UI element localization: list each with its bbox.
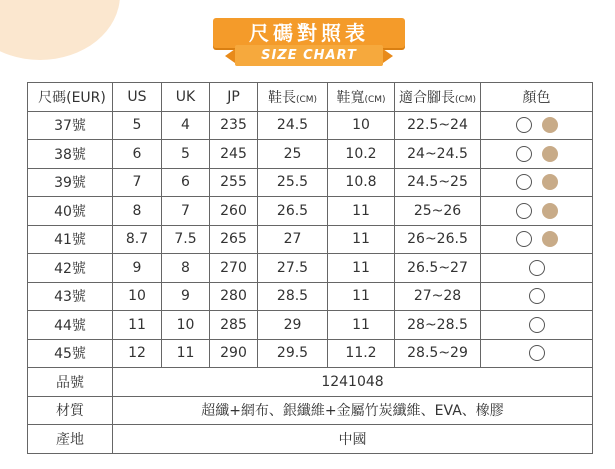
cell-length: 27 — [258, 225, 328, 254]
cell-length: 27.5 — [258, 254, 328, 283]
tan-color-swatch-icon — [542, 231, 558, 247]
cell-jp: 245 — [210, 140, 258, 169]
title-banner — [213, 18, 405, 66]
table-row — [28, 111, 593, 140]
header-foot — [395, 83, 481, 112]
cell-uk: 7.5 — [162, 225, 210, 254]
cell-uk: 7 — [162, 197, 210, 226]
cell-foot: 26.5~27 — [395, 254, 481, 283]
table-body — [28, 83, 593, 454]
cell-colors — [481, 197, 593, 226]
cell-colors — [481, 339, 593, 368]
info-label: 產地 — [28, 425, 113, 454]
cell-uk: 5 — [162, 140, 210, 169]
cell-colors — [481, 111, 593, 140]
info-label: 品號 — [28, 368, 113, 397]
cell-jp: 235 — [210, 111, 258, 140]
color-swatches — [511, 231, 563, 247]
white-color-swatch-icon — [516, 146, 532, 162]
info-value: 超纖+網布、銀纖維+金屬竹炭纖維、EVA、橡膠 — [113, 396, 593, 425]
white-color-swatch-icon — [529, 345, 545, 361]
header-foot-unit: (CM) — [454, 94, 477, 105]
cell-colors — [481, 140, 593, 169]
color-swatches — [524, 288, 550, 304]
cell-us: 7 — [113, 168, 162, 197]
header-length — [258, 83, 328, 112]
cell-width: 11 — [328, 197, 395, 226]
white-color-swatch-icon — [529, 260, 545, 276]
cell-length: 25.5 — [258, 168, 328, 197]
cell-width: 10.8 — [328, 168, 395, 197]
cell-colors — [481, 282, 593, 311]
header-jp: JP — [210, 83, 258, 112]
header-width-unit: (CM) — [364, 94, 386, 105]
cell-length: 24.5 — [258, 111, 328, 140]
cell-length: 26.5 — [258, 197, 328, 226]
cell-width: 11.2 — [328, 339, 395, 368]
info-row — [28, 368, 593, 397]
cell-uk: 6 — [162, 168, 210, 197]
cell-width: 11 — [328, 225, 395, 254]
table-row — [28, 254, 593, 283]
info-value: 中國 — [113, 425, 593, 454]
cell-eur: 40號 — [28, 197, 113, 226]
cell-length: 28.5 — [258, 282, 328, 311]
cell-jp: 265 — [210, 225, 258, 254]
cell-eur: 45號 — [28, 339, 113, 368]
info-label: 材質 — [28, 396, 113, 425]
color-swatches — [511, 174, 563, 190]
size-chart-table — [27, 82, 593, 454]
white-color-swatch-icon — [516, 203, 532, 219]
cell-width: 11 — [328, 254, 395, 283]
cell-jp: 285 — [210, 311, 258, 340]
cell-length: 29.5 — [258, 339, 328, 368]
color-swatches — [511, 146, 563, 162]
header-color: 顏色 — [481, 83, 593, 112]
cell-us: 8 — [113, 197, 162, 226]
tan-color-swatch-icon — [542, 117, 558, 133]
table-row — [28, 168, 593, 197]
cell-jp: 255 — [210, 168, 258, 197]
cell-us: 6 — [113, 140, 162, 169]
cell-foot: 24~24.5 — [395, 140, 481, 169]
cell-uk: 11 — [162, 339, 210, 368]
header-width — [328, 83, 395, 112]
cell-foot: 25~26 — [395, 197, 481, 226]
corner-decoration — [0, 0, 120, 60]
cell-width: 10.2 — [328, 140, 395, 169]
cell-width: 11 — [328, 311, 395, 340]
cell-jp: 280 — [210, 282, 258, 311]
cell-foot: 28~28.5 — [395, 311, 481, 340]
color-swatches — [524, 345, 550, 361]
cell-us: 9 — [113, 254, 162, 283]
cell-eur: 38號 — [28, 140, 113, 169]
cell-eur: 37號 — [28, 111, 113, 140]
cell-eur: 39號 — [28, 168, 113, 197]
cell-eur: 42號 — [28, 254, 113, 283]
cell-foot: 26~26.5 — [395, 225, 481, 254]
cell-jp: 290 — [210, 339, 258, 368]
table-row — [28, 197, 593, 226]
header-uk: UK — [162, 83, 210, 112]
header-us: US — [113, 83, 162, 112]
cell-foot: 24.5~25 — [395, 168, 481, 197]
white-color-swatch-icon — [516, 174, 532, 190]
cell-length: 25 — [258, 140, 328, 169]
cell-uk: 4 — [162, 111, 210, 140]
cell-width: 10 — [328, 111, 395, 140]
color-swatches — [511, 117, 563, 133]
white-color-swatch-icon — [529, 288, 545, 304]
tan-color-swatch-icon — [542, 174, 558, 190]
table-row — [28, 339, 593, 368]
info-row — [28, 425, 593, 454]
tan-color-swatch-icon — [542, 203, 558, 219]
header-width-label: 鞋寬 — [336, 89, 365, 106]
cell-width: 11 — [328, 282, 395, 311]
header-eur: 尺碼(EUR) — [28, 83, 113, 112]
cell-us: 5 — [113, 111, 162, 140]
header-foot-label: 適合腳長 — [398, 89, 455, 106]
header-length-label: 鞋長 — [267, 89, 296, 106]
info-value: 1241048 — [113, 368, 593, 397]
table-row — [28, 225, 593, 254]
tan-color-swatch-icon — [542, 146, 558, 162]
color-swatches — [524, 317, 550, 333]
white-color-swatch-icon — [516, 231, 532, 247]
cell-foot: 28.5~29 — [395, 339, 481, 368]
title-en: SIZE CHART — [235, 45, 383, 66]
cell-colors — [481, 254, 593, 283]
color-swatches — [511, 203, 563, 219]
white-color-swatch-icon — [516, 117, 532, 133]
color-swatches — [524, 260, 550, 276]
table-row — [28, 311, 593, 340]
cell-us: 10 — [113, 282, 162, 311]
cell-foot: 27~28 — [395, 282, 481, 311]
cell-us: 11 — [113, 311, 162, 340]
cell-uk: 8 — [162, 254, 210, 283]
info-row — [28, 396, 593, 425]
cell-length: 29 — [258, 311, 328, 340]
cell-colors — [481, 225, 593, 254]
cell-eur: 44號 — [28, 311, 113, 340]
header-row — [28, 83, 593, 112]
white-color-swatch-icon — [529, 317, 545, 333]
cell-jp: 260 — [210, 197, 258, 226]
cell-foot: 22.5~24 — [395, 111, 481, 140]
cell-us: 8.7 — [113, 225, 162, 254]
cell-colors — [481, 168, 593, 197]
table-row — [28, 140, 593, 169]
header-length-unit: (CM) — [295, 94, 318, 105]
cell-jp: 270 — [210, 254, 258, 283]
cell-eur: 43號 — [28, 282, 113, 311]
cell-uk: 9 — [162, 282, 210, 311]
title-zh: 尺碼對照表 — [213, 18, 405, 48]
cell-us: 12 — [113, 339, 162, 368]
cell-colors — [481, 311, 593, 340]
cell-eur: 41號 — [28, 225, 113, 254]
cell-uk: 10 — [162, 311, 210, 340]
table-row — [28, 282, 593, 311]
